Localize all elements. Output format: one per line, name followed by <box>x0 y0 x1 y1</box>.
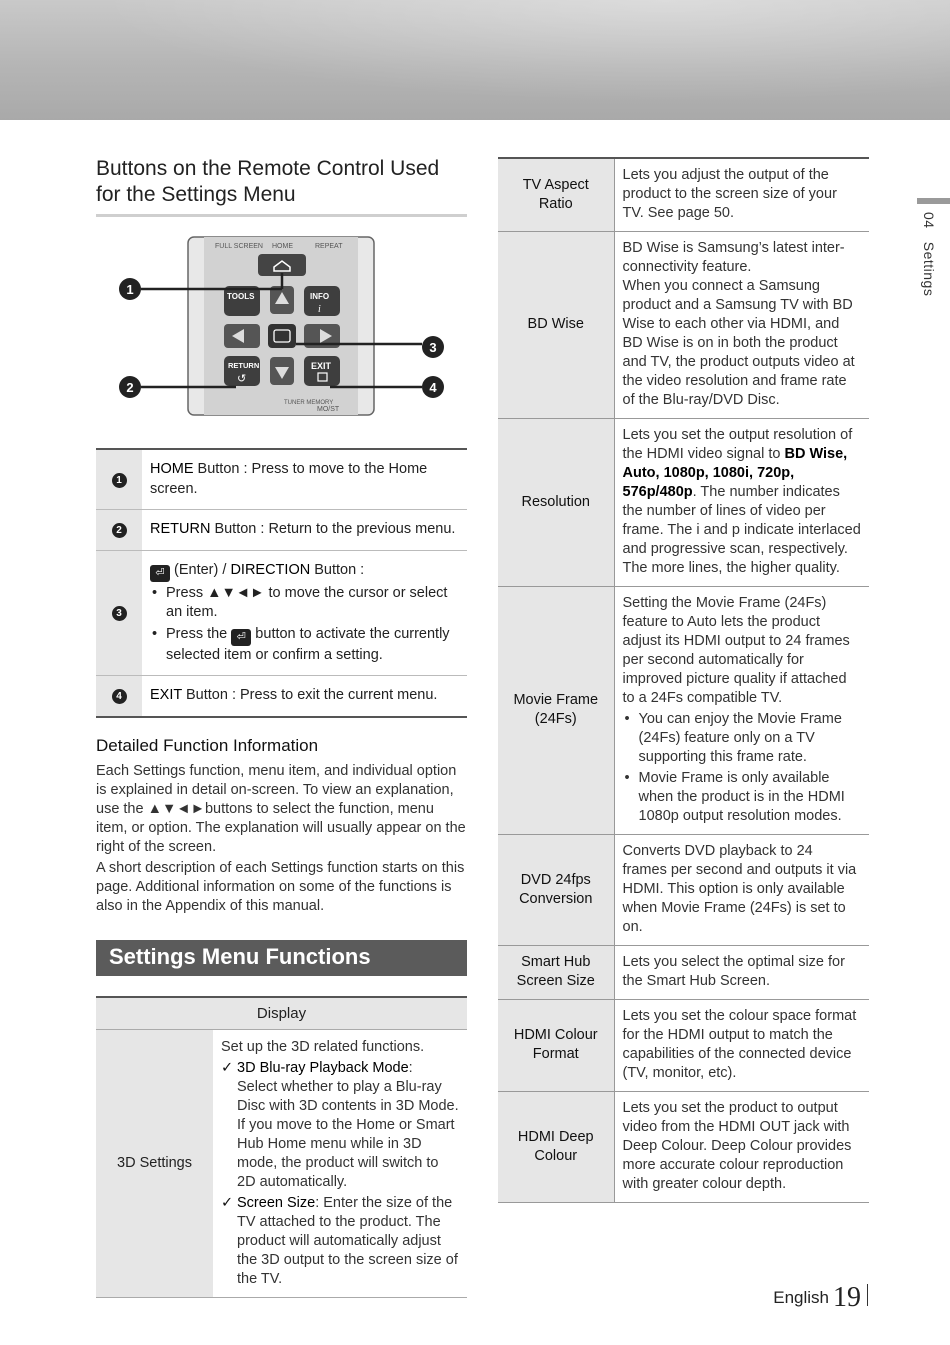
page-number: 19 <box>833 1282 861 1313</box>
setting-desc: Lets you set the output resolution of the HDMI video signal to BD Wise, Auto, 1080p, 1080i, 720p, 576p/480p. The number indicates the number of lines of video per frame. The i and p indicate interlaced and progressive scan, respectively. The more lines, the higher quality. <box>614 419 869 587</box>
button-lead: (Enter) / <box>170 561 231 578</box>
list-item: ✓ 3D Blu-ray Playback Mode: Select whether to play a Blu-ray Disc with 3D contents in 3D Mode. If you move to the Home or Smart Hub Home menu while in 3D mode, the product will switch to 2D automatically. <box>221 1059 459 1192</box>
button-name: RETURN <box>150 521 211 537</box>
chapter-side-label: 04 Settings <box>921 212 937 297</box>
list-item: • You can enjoy the Movie Frame (24Fs) feature only on a TV supporting this frame rate. <box>623 710 862 767</box>
setting-desc: BD Wise is Samsung’s latest inter-connectivity feature. When you connect a Samsung product and a Samsung TV with BD Wise to each other via HDMI, and BD Wise is on in both the product and TV, the product outputs video at the video resolution and frame rate of the Blu-ray/DVD Disc. <box>614 232 869 419</box>
detailed-info-para2: A short description of each Settings function starts on this page. Additional information on some of the functions is also in the Appendix of this manual. <box>96 859 465 914</box>
callout-1: 1 <box>126 282 134 297</box>
list-item: ✓ Screen Size: Enter the size of the TV attached to the product. The product will automatically adjust the 3D output to the screen size of the TV. <box>221 1194 459 1289</box>
setting-desc: Lets you select the optimal size for the Smart Hub Screen. <box>614 946 869 1000</box>
table-row <box>498 1000 869 1092</box>
remote-enter-button[interactable] <box>268 324 296 348</box>
remote-label-repeat: REPEAT <box>315 243 343 250</box>
detailed-info-heading: Detailed Function Information <box>96 735 319 755</box>
table-row <box>96 550 467 676</box>
remote-illustration <box>96 229 467 434</box>
setting-label: Smart Hub Screen Size <box>498 946 614 1000</box>
remote-label-info: INFO <box>310 292 330 301</box>
remote-label-exit: EXIT <box>311 361 332 371</box>
setting-label: 3D Settings <box>96 1029 213 1297</box>
callout-2: 2 <box>126 380 134 395</box>
row-number: 3 <box>112 606 127 621</box>
setting-label: Movie Frame (24Fs) <box>498 587 614 835</box>
list-item: • Press the ⏎ button to activate the currently selected item or confirm a setting. <box>150 625 459 666</box>
right-column <box>498 157 869 1203</box>
table-row <box>498 158 869 232</box>
row-number: 1 <box>112 473 127 488</box>
setting-desc: Converts DVD playback to 24 frames per second and outputs it via HDMI. This option is only available when Movie Frame (24Fs) is set to on. <box>614 835 869 946</box>
remote-buttons-table <box>96 448 467 718</box>
enter-icon: ⏎ <box>150 565 170 582</box>
setting-desc: Lets you set the colour space format for the HDMI output to match the capabilities of the connected device (TV, monitor, etc). <box>614 1000 869 1092</box>
svg-text:↺: ↺ <box>237 372 247 385</box>
setting-label: Resolution <box>498 419 614 587</box>
callout-3: 3 <box>429 340 437 355</box>
button-name: EXIT <box>150 687 182 703</box>
settings-menu-functions-heading: Settings Menu Functions <box>96 940 467 976</box>
setting-label: HDMI Colour Format <box>498 1000 614 1092</box>
settings-table <box>498 157 869 1203</box>
table-row <box>96 449 467 510</box>
remote-label-home: HOME <box>272 243 293 250</box>
button-name: DIRECTION <box>230 561 311 578</box>
setting-label: BD Wise <box>498 232 614 419</box>
remote-control-image <box>96 229 467 434</box>
left-column <box>96 150 467 1298</box>
list-item: • Press ▲▼◄► to move the cursor or select an item. <box>150 584 459 623</box>
button-name: HOME <box>150 461 194 477</box>
remote-label-fullscreen: FULL SCREEN <box>215 243 263 250</box>
table-row <box>498 587 869 835</box>
setting-label: DVD 24fps Conversion <box>498 835 614 946</box>
remote-label-tools: TOOLS <box>227 292 255 301</box>
button-desc: Button : <box>310 561 365 578</box>
remote-home-button[interactable] <box>258 254 306 276</box>
setting-desc: Lets you adjust the output of the product to the screen size of your TV. See page 50. <box>614 158 869 232</box>
header-banner <box>0 0 950 120</box>
button-desc: Button : Return to the previous menu. <box>210 521 456 537</box>
table-row <box>498 232 869 419</box>
footer-language: English <box>773 1288 829 1307</box>
table-row <box>96 510 467 551</box>
display-table <box>96 996 467 1298</box>
remote-label-most: MO/ST <box>317 406 340 413</box>
row-number: 2 <box>112 523 127 538</box>
button-desc: Button : Press to exit the current menu. <box>181 687 438 703</box>
button-desc: Button : Press to move to the Home screen. <box>150 461 428 497</box>
chapter-tab-marker <box>917 198 950 204</box>
detailed-info-para1: Each Settings function, menu item, and individual option is explained in detail on-screen. To view an explanation, use the ▲▼◄►buttons to select the function, menu item, or option. The explanation will usually appear on the right of the screen. <box>96 762 466 855</box>
page-footer <box>773 1282 868 1314</box>
setting-desc: Lets you set the product to output video from the HDMI OUT jack with Deep Colour. Deep Colour provides more accurate colour reproduction with greater colour depth. <box>614 1092 869 1203</box>
callout-4: 4 <box>429 380 437 395</box>
table-row <box>498 1092 869 1203</box>
list-item: • Movie Frame is only available when the product is in the HDMI 1080p output resolution modes. <box>623 769 862 826</box>
setting-intro: Set up the 3D related functions. <box>221 1038 425 1055</box>
setting-desc: Setting the Movie Frame (24Fs) feature to Auto lets the product adjust its HDMI output to 24 frames per second automatically for improved picture quality if attached to a 24Fs compatible TV. • You can enjoy the Movie Frame (24Fs) feature only on a TV supporting this frame rate. • Movie Frame is only available when the product is in the HDMI 1080p output resolution modes. <box>614 587 869 835</box>
table-row <box>96 1029 467 1297</box>
remote-section-title: Buttons on the Remote Control Used for the Settings Menu <box>96 150 467 217</box>
display-table-header: Display <box>96 997 467 1030</box>
remote-label-return: RETURN <box>228 361 260 370</box>
row-number: 4 <box>112 689 127 704</box>
remote-label-tuner-memory: TUNER MEMORY <box>284 400 334 406</box>
table-row <box>498 946 869 1000</box>
table-row <box>96 676 467 717</box>
table-row <box>498 419 869 587</box>
setting-label: TV Aspect Ratio <box>498 158 614 232</box>
table-row <box>498 835 869 946</box>
setting-label: HDMI Deep Colour <box>498 1092 614 1203</box>
footer-divider <box>867 1284 868 1306</box>
enter-icon: ⏎ <box>231 629 251 646</box>
svg-text:i: i <box>318 304 321 315</box>
